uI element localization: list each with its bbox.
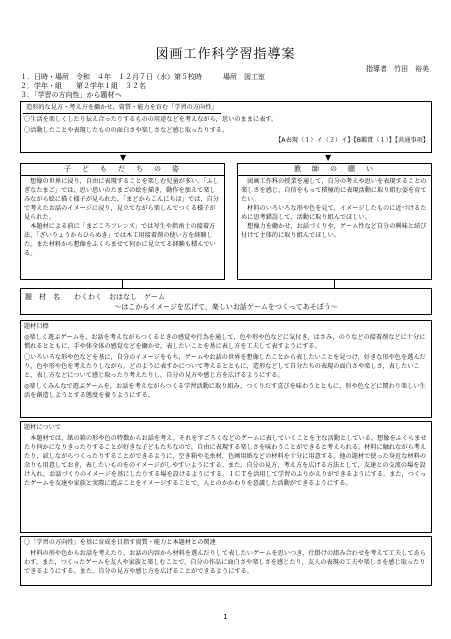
direction-heading: 造形的な見方・考え方を働かせ，資質・能力を育む「学習の方向性」 bbox=[23, 102, 221, 114]
children-text: 想像の世界に浸り，自由に表現することを楽しむ児童が多い。「ふしぎなたまご」では，思い思いのたまごの絵を描き，動作を加えて楽しみながら絵に描く様子が見られた。「まどからこんにちは」では，自分で考えたお話のイメージに浸り，見立てながら楽しんでつくる様子が見られた。 本題材による前に「まごころフレンズ」では写生や指南士の接着方法，「ざいりょうからひらめき」では木工用接着剤の使い方を経験した。また材料から想像をふくらませて何かに見立てる経験も積んでいる。 bbox=[24, 178, 219, 257]
connector-line bbox=[334, 280, 335, 288]
arrow-down-icon: ▼ bbox=[325, 153, 332, 162]
relation-heading: 〇「学習の方向性」を基に育成を目指す資質・能力と本題材との関連 bbox=[24, 539, 216, 546]
arrow-down-icon: ▼ bbox=[120, 153, 127, 162]
children-box bbox=[20, 163, 225, 280]
relation-text: 材料の形や色からお話を考えたり，お話の内容から材料を選んだりして表したいゲームを思いつき，仕掛けの組み合わせを考えて工夫してあらわす。また，つくったゲームを友人や家族と楽しむことで，自分の作品に面白さや楽しさを感じたり，友人の表現の工夫や楽しさを感じ取ったりできるようにする。また，自分の見方や感じ方を広げることができるようにする。 bbox=[24, 550, 426, 575]
goals-heading: 題材目標 bbox=[24, 323, 49, 330]
meta-direction: ３．「学習の方向性」から題材へ bbox=[20, 91, 122, 99]
direction-box bbox=[20, 101, 432, 153]
goal-item-3: ◎楽しくみんなで遊ぶゲームを，お話を考えながらつくる学習活動に取り組み，つくりだす喜びを味わうとともに，形や色などに関わり楽しい生活を創造しようとする態度を養うようにする。 bbox=[24, 383, 426, 399]
unit-subtitle: 〜はこからイメージを広げて，楽しいお話ゲームをつくってあそぼう〜 bbox=[114, 303, 338, 311]
goal-item-2: 〇いろいろな形や色などを基に，自分のイメージをもち，ゲームやお話の世界を想像したことから表したいことを見つけ，好きな形や色を選んだり，色や形や色を考えたりしながら，どのように表すかについて考えるとともに，造形などして自分たちの表現の面白さや楽しさ，表したいこと，表し方などについて感じ取ったり考えたりし，自分の見方や感じ方を広げるようにする。 bbox=[24, 354, 426, 379]
page-title: 図画工作科学習指導案 bbox=[155, 47, 296, 62]
about-box bbox=[20, 421, 432, 533]
teacher-heading: 教 師 の 願 い bbox=[238, 164, 431, 176]
meta-grade: ２．学年・組 第２学年１組 ３２名 bbox=[20, 82, 146, 90]
unit-title-box bbox=[20, 288, 432, 315]
direction-item-1: 〇生活を楽しくしたり伝え合ったりするものの用途などを考えながら，思いのままに表す。 bbox=[24, 116, 278, 123]
direction-reference: 【A表現（１）イ（２）イ】【B鑑賞（１）】【共通事項】 bbox=[275, 137, 429, 144]
author-line: 指導者 竹田 裕美 bbox=[366, 65, 429, 73]
goal-item-1: ◎楽しく遊ぶゲームを，お話を考えながらつくるときの感覚や行為を通して，色や形や色などに気付き，はさみ，のりなどの接着剤などに十分に慣れるとともに，手や体全体の感覚などを働かせ，表したいことを基に表し方を工夫して表すようにする。 bbox=[24, 334, 426, 350]
connector-line bbox=[122, 280, 123, 288]
teacher-text: 図画工作科の授業を通して，自分の考えや思いを表現することの楽しさを感じ，自信をもって積極的に表現活動に取り組む姿を育てたい。 材料のいろいろな形や色を見て，イメージしたものに近づけるために思考錯誤して，活動に取り組んでほしい。 想像力を働かせ，お話づくりや，ゲーム性など自分の興味と結び付けて主体的に取り組んでほしい。 bbox=[241, 178, 427, 239]
unit-title: 題 材 名 わくわく おはなし ゲーム bbox=[25, 293, 165, 301]
page-number: 1 bbox=[223, 613, 228, 621]
about-text: 本題材では，紙の箱の形や色の特徴からお話を考え，それをすごろくなどのゲームに表していくことを主な活動としている。想像をふくらませたり何かになりきったりすることが好きな子どもたちなので，自由に表現する楽しさを味わうことができると考えられる。材料に触れながら考えたり，試しながらつくったりすることができるように，空き箱や毛糸材，色画用紙などの材料を十分に用意する。他の題材で使った身近な材料の余りも用意しておき，表したいものをのイメージがしやすいようにする。また，自分の見方，考え方を広げる方法として，友達との交流の場を設け入れ，お話づくりのイメージを基にしたりする場を設けるようにする。ＩＣＴを活用して学習のふりかえりができるようにする。また，つくったゲームを友達や家族と実際に遊ぶことをイメージすることで，人とのかかわりを意識した活動ができるようにする。 bbox=[24, 435, 427, 487]
relation-box bbox=[20, 536, 432, 586]
about-heading: 題材について bbox=[24, 424, 62, 431]
goals-box bbox=[20, 320, 432, 418]
teacher-box bbox=[237, 163, 432, 280]
children-heading: 子 ど も だ ち の 姿 bbox=[21, 164, 224, 176]
direction-item-2: 〇活動したことや表現したものの面白さや楽しさなど感じ取ったりする。 bbox=[24, 127, 229, 134]
meta-datetime: １．日時・場所 令和 ４年 １２月７日（水）第５校時 場所 図工室 bbox=[20, 73, 265, 81]
